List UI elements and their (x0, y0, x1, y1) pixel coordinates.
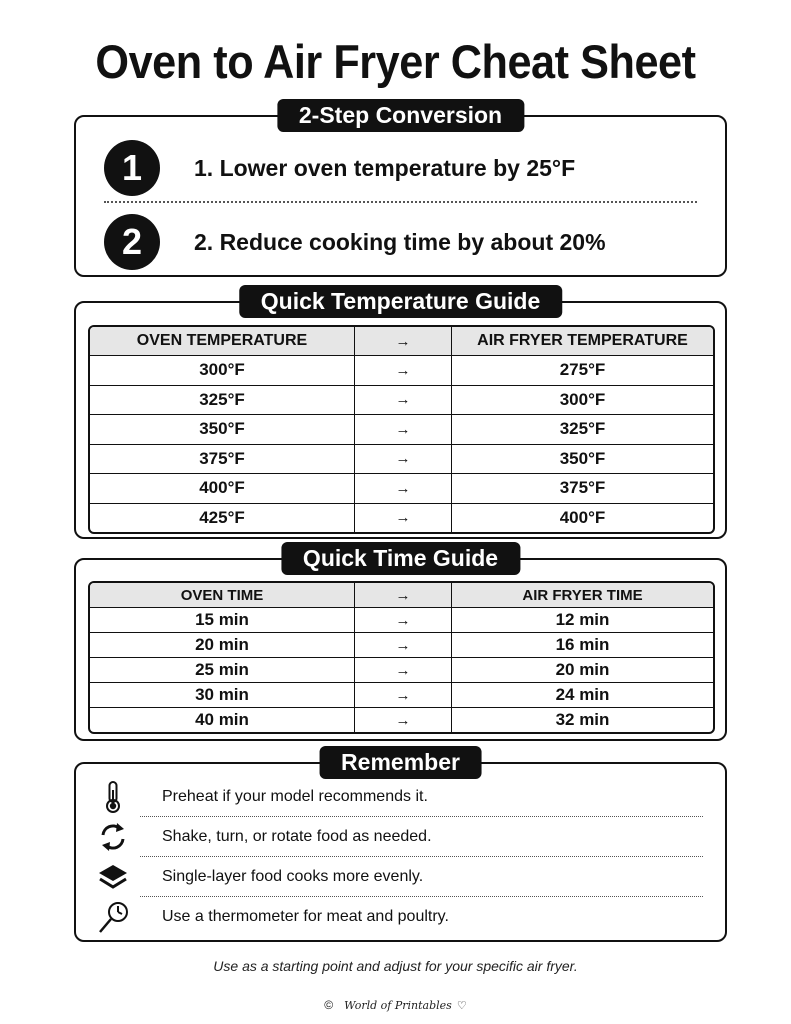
table-header-row (90, 583, 713, 607)
arrow-cell: → (354, 608, 451, 632)
step-text: 1. Lower oven temperature by 25°F (194, 154, 576, 181)
two-step-conversion-section (74, 102, 727, 277)
air-fryer-temp-cell: 300°F (451, 386, 713, 415)
oven-temp-cell: 300°F (199, 360, 245, 380)
section-label: 2-Step Conversion (277, 99, 524, 132)
arrow-cell: → (354, 708, 451, 732)
meat-thermometer-icon (96, 900, 130, 934)
section-label: Remember (319, 746, 482, 779)
oven-temp-cell: 350°F (199, 419, 245, 439)
tip-item (96, 858, 713, 896)
step-text: 2. Reduce cooking time by about 20% (194, 228, 606, 255)
air-fryer-time-cell: 24 min (451, 683, 713, 707)
dotted-divider (140, 896, 703, 897)
air-fryer-time-cell: 32 min (451, 708, 713, 732)
section-label: Quick Time Guide (281, 542, 520, 575)
air-fryer-temp-cell: 275°F (451, 356, 713, 385)
remember-section (74, 749, 727, 942)
tip-text: Preheat if your model recommends it. (162, 788, 428, 805)
dotted-divider (140, 816, 703, 817)
table-row (90, 444, 713, 474)
table-row (90, 355, 713, 385)
oven-time-cell: 20 min (195, 635, 249, 654)
column-header: AIR FRYER TIME (451, 583, 713, 607)
table-header-row (90, 327, 713, 355)
oven-temp-cell: 400°F (199, 478, 245, 498)
thermometer-icon (96, 780, 130, 814)
table-row (90, 385, 713, 415)
step-1 (104, 133, 699, 203)
dotted-divider (140, 856, 703, 857)
air-fryer-temp-cell: 400°F (451, 504, 713, 533)
oven-temp-cell: 375°F (199, 448, 245, 468)
air-fryer-temp-cell: 375°F (451, 474, 713, 503)
tip-text: Single-layer food cooks more evenly. (162, 868, 424, 885)
tip-text: Shake, turn, or rotate food as needed. (162, 828, 432, 845)
dotted-divider (104, 201, 697, 203)
arrow-cell: → (354, 415, 451, 444)
tip-item (96, 898, 713, 936)
table-row (90, 414, 713, 444)
brand-logo (0, 998, 791, 1012)
table-row (90, 473, 713, 503)
copyright-symbol: © (324, 998, 334, 1012)
table-row (90, 707, 713, 732)
temperature-guide-section (74, 288, 727, 539)
tip-item (96, 778, 713, 816)
oven-temp-cell: 425°F (199, 507, 245, 527)
arrow-cell: → (354, 356, 451, 385)
column-header: OVEN TIME (180, 586, 264, 604)
arrow-cell: → (354, 633, 451, 657)
arrow-cell: → (354, 474, 451, 503)
air-fryer-time-cell: 12 min (451, 608, 713, 632)
heart-icon: ♡ (456, 1000, 467, 1012)
oven-time-cell: 15 min (195, 610, 249, 629)
arrow-cell: → (354, 658, 451, 682)
brand-name: World of Printables (344, 999, 452, 1012)
footnote: Use as a starting point and adjust for your specific air fryer. (213, 958, 578, 974)
time-guide-section (74, 545, 727, 741)
air-fryer-temp-cell: 350°F (451, 445, 713, 474)
arrow-cell: → (354, 683, 451, 707)
arrow-cell: → (354, 445, 451, 474)
air-fryer-time-cell: 16 min (451, 633, 713, 657)
table-row (90, 632, 713, 657)
oven-temp-cell: 325°F (199, 389, 245, 409)
table-row (90, 682, 713, 707)
oven-time-cell: 40 min (195, 710, 249, 729)
step-number-badge: 2 (104, 214, 160, 270)
arrow-cell: → (354, 504, 451, 533)
section-label: Quick Temperature Guide (239, 285, 562, 318)
arrow-header: → (354, 327, 451, 355)
layers-icon (96, 860, 130, 894)
table-row (90, 503, 713, 533)
arrow-cell: → (354, 386, 451, 415)
tip-item (96, 818, 713, 856)
time-table (88, 581, 715, 734)
tip-text: Use a thermometer for meat and poultry. (162, 908, 449, 925)
oven-time-cell: 30 min (195, 685, 249, 704)
column-header: OVEN TEMPERATURE (136, 332, 308, 349)
rotate-arrows-icon (96, 820, 130, 854)
air-fryer-time-cell: 20 min (451, 658, 713, 682)
table-row (90, 657, 713, 682)
column-header: AIR FRYER TEMPERATURE (451, 327, 713, 355)
table-row (90, 607, 713, 632)
step-2 (104, 207, 699, 277)
air-fryer-temp-cell: 325°F (451, 415, 713, 444)
arrow-header: → (354, 583, 451, 607)
step-number-badge: 1 (104, 140, 160, 196)
temperature-table (88, 325, 715, 534)
oven-time-cell: 25 min (195, 660, 249, 679)
page-title: Oven to Air Fryer Cheat Sheet (95, 35, 696, 88)
